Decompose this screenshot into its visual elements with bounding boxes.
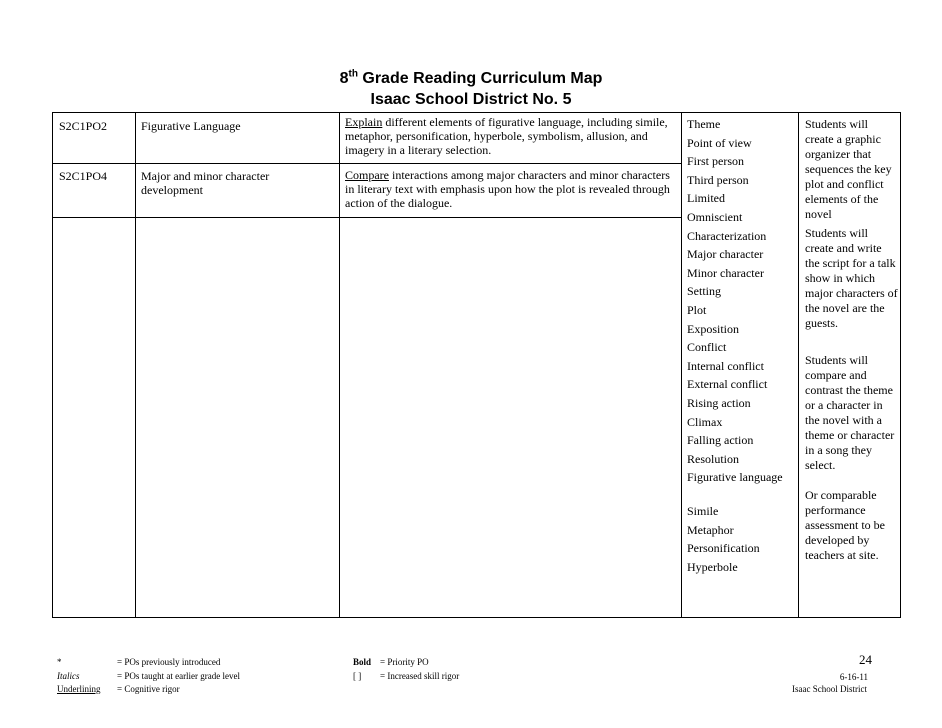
vocab-item: Omniscient [687, 209, 743, 224]
column-divider [135, 113, 136, 617]
vocab-item: Setting [687, 284, 722, 299]
legend-bracket-text: = Increased skill rigor [380, 671, 460, 681]
column-divider [798, 113, 799, 617]
objective-text: interactions among major characters and minor characters in literary text with emphasis upon how the plot is revealed through action of the dialogue. [345, 168, 670, 210]
footer-district: Isaac School District [792, 684, 867, 694]
legend-italics-text: = POs taught at earlier grade level [117, 671, 241, 681]
vocab-item: Internal conflict [687, 358, 764, 373]
vocab-item: Metaphor [687, 522, 734, 537]
vocab-item: Figurative language [687, 470, 783, 485]
footer-date: 6-16-11 [839, 672, 868, 682]
objective [345, 115, 677, 157]
objective [345, 168, 677, 210]
assessment-item: Or comparable performance assessment to be developed by teachers at site. [805, 488, 885, 562]
vocab-item: Characterization [687, 228, 767, 243]
vocab-item: Resolution [687, 451, 740, 466]
objective-text: different elements of figurative language, including simile, metaphor, personification, hyperbole, symbolism, allusion, and imagery in a literary selection. [345, 115, 668, 157]
row-divider [53, 217, 681, 218]
legend-underline-text: = Cognitive rigor [117, 684, 180, 694]
vocab-item: External conflict [687, 377, 768, 392]
page-title: 8th Grade Reading Curriculum Map [339, 68, 603, 87]
vocab-item: Simile [687, 504, 719, 519]
vocab-item: Falling action [687, 433, 754, 448]
objective-verb: Compare [345, 168, 389, 182]
vocab-item: Hyperbole [687, 560, 738, 575]
curriculum-table [52, 112, 901, 618]
legend-star-text: = POs previously introduced [117, 657, 221, 667]
legend-bold-label: Bold [353, 657, 372, 667]
assessment-item: Students will create and write the script for a talk show in which major characters of the novel are the guests. [805, 226, 898, 330]
vocab-item: Climax [687, 414, 723, 429]
po-code: S2C1PO2 [59, 119, 108, 133]
row-divider [53, 163, 681, 164]
vocab-item: Major character [687, 247, 764, 262]
page-number: 24 [859, 652, 872, 667]
assessment-list [805, 117, 899, 563]
assessment-item: Students will create a graphic organizer that sequences the key plot and conflict elements of the novel [805, 117, 892, 221]
legend-underline-label: Underlining [57, 684, 101, 694]
vocab-item: Rising action [687, 395, 751, 410]
topic: Major and minor character development [141, 169, 270, 197]
vocab-item: Plot [687, 302, 707, 317]
column-divider [339, 113, 340, 617]
vocab-item: Conflict [687, 340, 727, 355]
po-code: S2C1PO4 [59, 169, 108, 183]
vocab-item: Exposition [687, 321, 740, 336]
page-subtitle: Isaac School District No. 5 [370, 91, 572, 108]
legend-bracket-label: [ ] [353, 671, 362, 681]
legend-bold-text: = Priority PO [380, 657, 429, 667]
vocabulary-list [687, 116, 797, 578]
vocab-item: Minor character [687, 265, 764, 280]
objective-verb: Explain [345, 115, 383, 129]
column-divider [681, 113, 682, 617]
legend-star-symbol: * [57, 657, 62, 667]
topic: Figurative Language [141, 119, 241, 133]
vocab-item: Third person [687, 172, 749, 187]
vocab-item: Point of view [687, 135, 752, 150]
vocab-item: Personification [687, 541, 760, 556]
vocab-item: Theme [687, 117, 721, 131]
vocab-item: Limited [687, 191, 725, 206]
assessment-item: Students will compare and contrast the theme or a character in the novel with a theme or character in a song they select. [805, 353, 895, 472]
vocab-item: First person [687, 154, 744, 169]
legend-italics-label: Italics [57, 671, 80, 681]
